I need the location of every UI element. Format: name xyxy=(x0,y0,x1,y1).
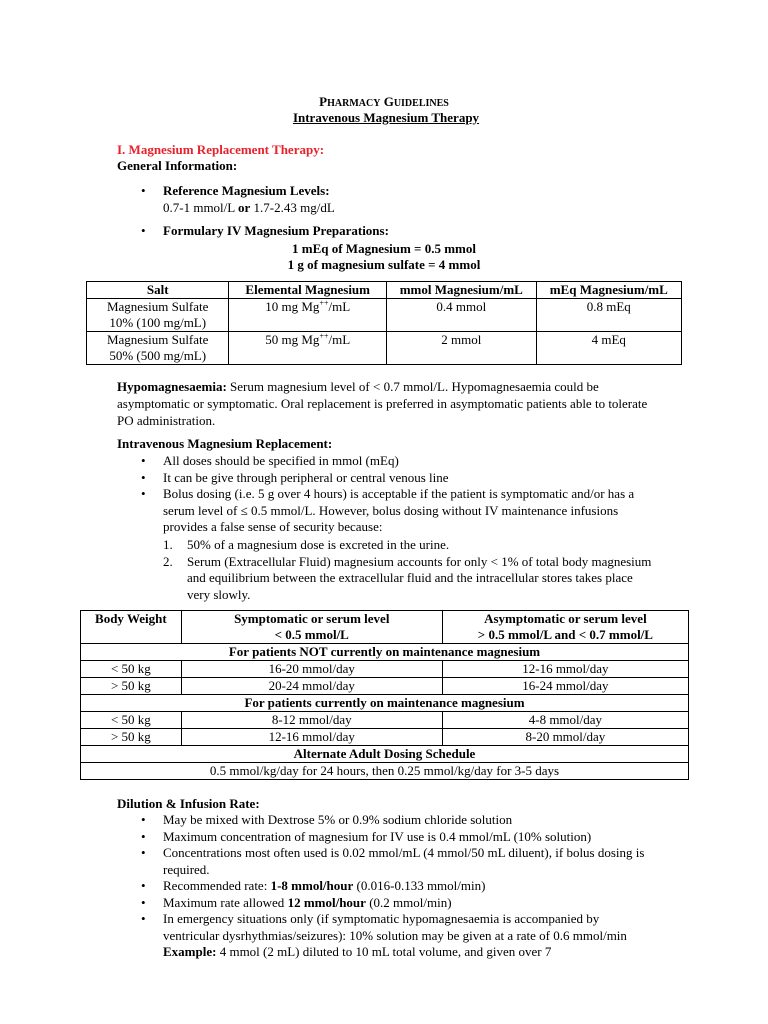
table-section-cell: For patients NOT currently on maintenance magnesium xyxy=(81,644,689,661)
list-item: • Formulary IV Magnesium Preparations: xyxy=(117,223,677,240)
table-row xyxy=(81,712,689,729)
table-cell: 16-24 mmol/day xyxy=(442,678,688,695)
document-subtitle: Intravenous Magnesium Therapy xyxy=(292,110,480,125)
table-header-cell: mEq Magnesium/mL xyxy=(536,282,681,299)
list-item: • Concentrations most often used is 0.02 mmol/mL (4 mmol/50 mL diluent), if bolus dosing is required. xyxy=(117,845,657,878)
table-cell: 0.4 mmol xyxy=(387,299,537,332)
reasons-list xyxy=(163,537,658,603)
list-item: • In emergency situations only (if symptomatic hypomagnesaemia is accompanied by ventricular dysrhythmias/seizures): 10% solution may be given at a rate of 0.6 mmol/min Example: 4 mmol (2 mL) diluted to 10 mL total volume, and given over 7 xyxy=(117,911,657,961)
table-cell: 4-8 mmol/day xyxy=(442,712,688,729)
table-cell: 8-12 mmol/day xyxy=(181,712,442,729)
list-item: • May be mixed with Dextrose 5% or 0.9% sodium chloride solution xyxy=(117,812,657,829)
table-section-cell: For patients currently on maintenance magnesium xyxy=(81,695,689,712)
table-header-row xyxy=(87,282,682,299)
table-cell: 12-16 mmol/day xyxy=(442,661,688,678)
table-header-cell: Asymptomatic or serum level > 0.5 mmol/L and < 0.7 mmol/L xyxy=(442,611,688,644)
table-cell: > 50 kg xyxy=(81,729,182,746)
table-row xyxy=(87,299,682,332)
dosing-table xyxy=(80,610,689,780)
table-header-cell: mmol Magnesium/mL xyxy=(387,282,537,299)
formulary-list xyxy=(117,223,677,240)
table-cell: Magnesium Sulfate 10% (100 mg/mL) xyxy=(87,299,229,332)
iv-replacement-list xyxy=(117,453,657,536)
table-row xyxy=(81,763,689,780)
list-item: 2. Serum (Extracellular Fluid) magnesium accounts for only < 1% of total body magnesium and equilibrium between the extracellular fluid and the intracellular stores takes place very slowly. xyxy=(163,553,652,602)
table-cell: Magnesium Sulfate 50% (500 mg/mL) xyxy=(87,332,229,365)
list-item: • Bolus dosing (i.e. 5 g over 4 hours) is acceptable if the patient is symptomatic and/or has a serum level of ≤ 0.5 mmol/L. However, bolus dosing without IV maintenance infusions provides a false sense of security because: xyxy=(117,486,657,536)
document-title: PHARMACY GUIDELINES xyxy=(319,94,449,109)
table-cell: 12-16 mmol/day xyxy=(181,729,442,746)
table-cell: < 50 kg xyxy=(81,661,182,678)
table-row xyxy=(81,661,689,678)
list-item: • Maximum concentration of magnesium for IV use is 0.4 mmol/mL (10% solution) xyxy=(117,829,657,846)
table-header-row xyxy=(81,611,689,644)
dilution-heading: Dilution & Infusion Rate: xyxy=(117,796,260,811)
table-section-row xyxy=(81,644,689,661)
table-header-cell: Elemental Magnesium xyxy=(229,282,387,299)
list-item: • It can be give through peripheral or central venous line xyxy=(117,470,657,487)
equivalence-2: 1 g of magnesium sulfate = 4 mmol xyxy=(287,257,481,272)
table-cell: 16-20 mmol/day xyxy=(181,661,442,678)
list-item: • Reference Magnesium Levels: 0.7-1 mmol/L or 1.7-2.43 mg/dL xyxy=(117,183,677,216)
table-cell: 50 mg Mg++/mL xyxy=(229,332,387,365)
dilution-list xyxy=(117,812,657,961)
list-item: • Recommended rate: 1-8 mmol/hour (0.016-0.133 mmol/min) xyxy=(117,878,657,895)
table-row xyxy=(87,332,682,365)
general-info-heading: General Information: xyxy=(117,158,238,173)
hypomagnesaemia-paragraph: Hypomagnesaemia: Serum magnesium level of < 0.7 mmol/L. Hypomagnesaemia could be asymptomatic or symptomatic. Oral replacement is preferred in asymptomatic patients able to tolerate PO administration. xyxy=(117,379,648,428)
preparations-table xyxy=(86,281,682,365)
table-section-row xyxy=(81,746,689,763)
list-item: • All doses should be specified in mmol (mEq) xyxy=(117,453,657,470)
table-cell: 10 mg Mg++/mL xyxy=(229,299,387,332)
list-item: • Maximum rate allowed 12 mmol/hour (0.2 mmol/min) xyxy=(117,895,657,912)
list-item: 1. 50% of a magnesium dose is excreted in the urine. xyxy=(163,537,450,552)
table-cell: < 50 kg xyxy=(81,712,182,729)
table-header-cell: Body Weight xyxy=(81,611,182,644)
reference-levels-list xyxy=(117,183,677,216)
table-cell: 0.5 mmol/kg/day for 24 hours, then 0.25 mmol/kg/day for 3-5 days xyxy=(81,763,689,780)
iv-replacement-heading: Intravenous Magnesium Replacement: xyxy=(117,436,333,451)
table-cell: > 50 kg xyxy=(81,678,182,695)
table-section-row xyxy=(81,695,689,712)
table-header-cell: Salt xyxy=(87,282,229,299)
table-row xyxy=(81,678,689,695)
table-cell: 20-24 mmol/day xyxy=(181,678,442,695)
equivalence-1: 1 mEq of Magnesium = 0.5 mmol xyxy=(292,241,476,256)
table-cell: 4 mEq xyxy=(536,332,681,365)
table-cell: 0.8 mEq xyxy=(536,299,681,332)
table-cell: 8-20 mmol/day xyxy=(442,729,688,746)
table-section-cell: Alternate Adult Dosing Schedule xyxy=(81,746,689,763)
table-row xyxy=(81,729,689,746)
section-heading: I. Magnesium Replacement Therapy: xyxy=(117,142,325,157)
table-cell: 2 mmol xyxy=(387,332,537,365)
table-header-cell: Symptomatic or serum level < 0.5 mmol/L xyxy=(181,611,442,644)
